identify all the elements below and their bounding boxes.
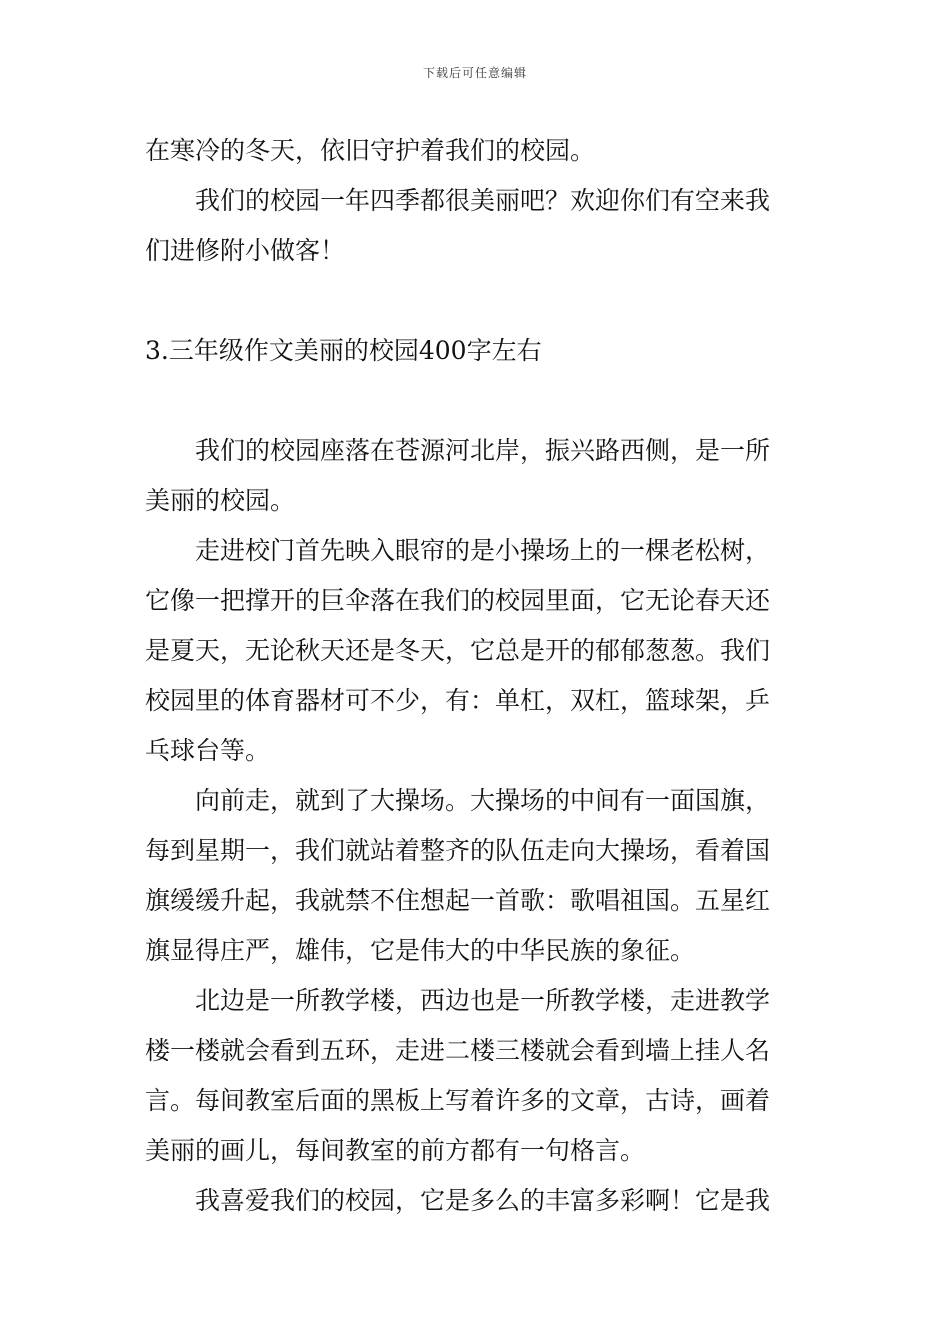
text-line: 北边是一所教学楼，西边也是一所教学楼，走进教学 bbox=[195, 986, 771, 1015]
paragraph-4 bbox=[145, 526, 805, 776]
paragraph-3 bbox=[145, 426, 805, 526]
document-body bbox=[145, 126, 805, 1226]
text-line: 它像一把撑开的巨伞落在我们的校园里面，它无论春天还 bbox=[145, 586, 771, 615]
text-line: 们进修附小做客！ bbox=[145, 236, 346, 265]
paragraph-7 bbox=[145, 1176, 805, 1226]
text-line: 我们的校园一年四季都很美丽吧？欢迎你们有空来我 bbox=[195, 186, 771, 215]
section-title: 3.三年级作文美丽的校园400字左右 bbox=[145, 336, 542, 365]
text-line: 向前走，就到了大操场。大操场的中间有一面国旗， bbox=[195, 786, 771, 815]
blank-line bbox=[145, 376, 805, 426]
text-line: 美丽的校园。 bbox=[145, 486, 296, 515]
text-line: 在寒冷的冬天，依旧守护着我们的校园。 bbox=[145, 136, 596, 165]
text-line: 走进校门首先映入眼帘的是小操场上的一棵老松树， bbox=[195, 536, 771, 565]
text-line: 是夏天，无论秋天还是冬天，它总是开的郁郁葱葱。我们 bbox=[145, 636, 771, 665]
blank-line bbox=[145, 276, 805, 326]
paragraph-2 bbox=[145, 176, 805, 276]
text-line: 旗缓缓升起，我就禁不住想起一首歌：歌唱祖国。五星红 bbox=[145, 886, 771, 915]
paragraph-1 bbox=[145, 126, 805, 176]
page-header: 下载后可任意编辑 bbox=[422, 66, 527, 80]
text-line: 旗显得庄严，雄伟，它是伟大的中华民族的象征。 bbox=[145, 936, 696, 965]
text-line: 楼一楼就会看到五环，走进二楼三楼就会看到墙上挂人名 bbox=[145, 1036, 771, 1065]
text-line: 美丽的画儿，每间教室的前方都有一句格言。 bbox=[145, 1136, 646, 1165]
text-line: 每到星期一，我们就站着整齐的队伍走向大操场，看着国 bbox=[145, 836, 771, 865]
text-line: 乓球台等。 bbox=[145, 736, 271, 765]
text-line: 我喜爱我们的校园，它是多么的丰富多彩啊！它是我 bbox=[195, 1186, 771, 1215]
text-line: 我们的校园座落在苍源河北岸，振兴路西侧，是一所 bbox=[195, 436, 771, 465]
paragraph-6 bbox=[145, 976, 805, 1176]
paragraph-5 bbox=[145, 776, 805, 976]
text-line: 校园里的体育器材可不少，有：单杠，双杠，篮球架，乒 bbox=[145, 686, 771, 715]
text-line: 言。每间教室后面的黑板上写着许多的文章，古诗，画着 bbox=[145, 1086, 771, 1115]
